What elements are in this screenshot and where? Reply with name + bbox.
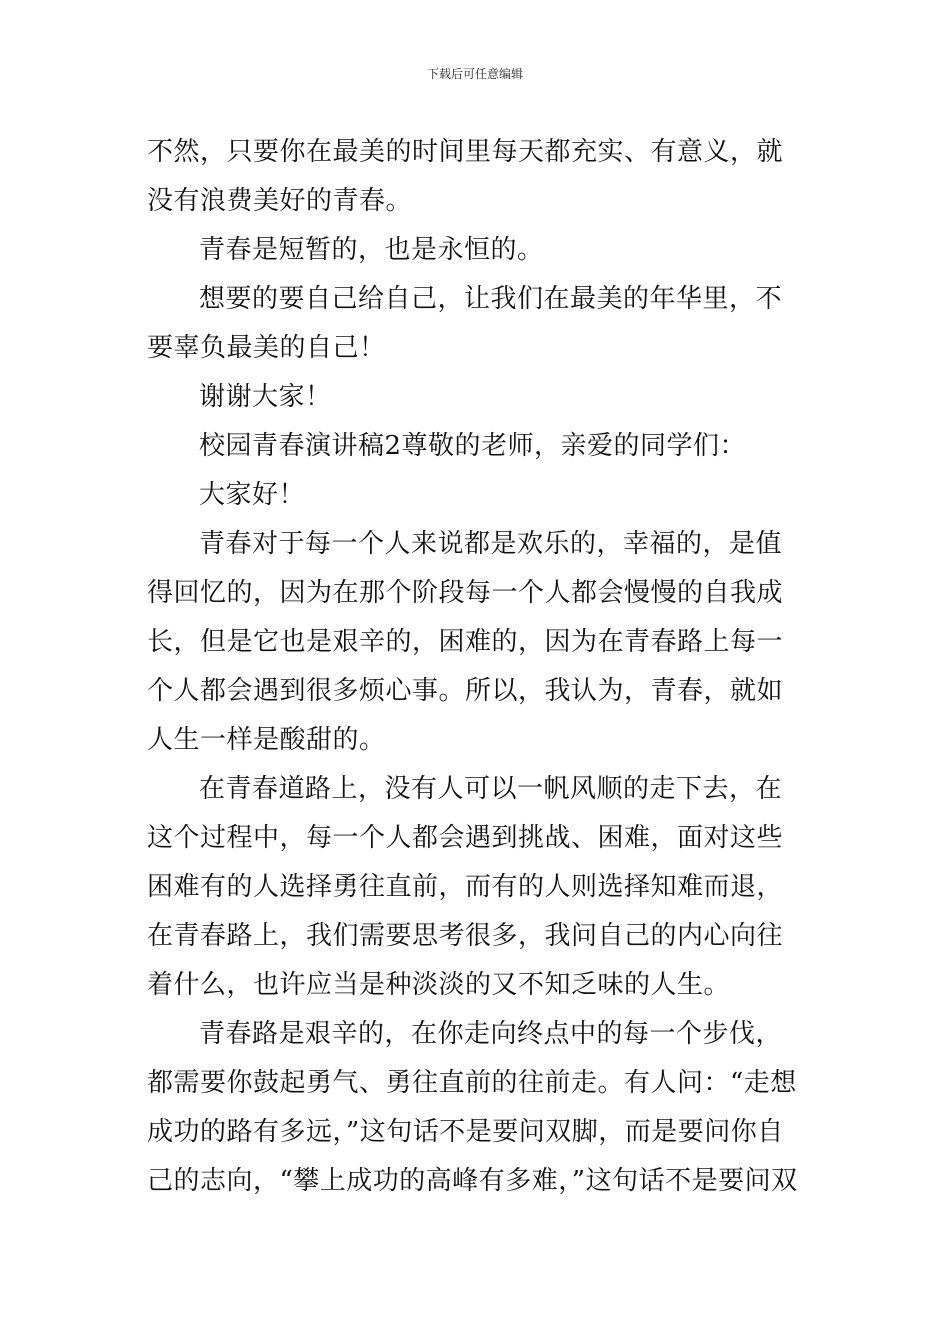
paragraph: 青春是短暂的，也是永恒的。 [199, 235, 544, 265]
paragraph: 校园青春演讲稿2尊敬的老师，亲爱的同学们： [199, 431, 747, 461]
page-header-note: 下载后可任意编辑 [426, 67, 523, 81]
paragraph: 大家好！ [199, 480, 306, 510]
paragraph: 想要的要自己给自己，让我们在最美的年华里，不要辜负最美的自己！ [147, 284, 783, 363]
paragraph: 在青春道路上，没有人可以一帆风顺的走下去，在这个过程中，每一个人都会遇到挑战、困难，面对这些困难有的人选择勇往直前，而有的人则选择知难而退，在青春路上，我们需要思考很多，我问自己的内心向往着什么，也许应当是种淡淡的又不知乏味的人生。 [147, 774, 784, 1000]
paragraph: 青春对于每一个人来说都是欢乐的，幸福的，是值得回忆的，因为在那个阶段每一个人都会慢慢的自我成长，但是它也是艰辛的，困难的，因为在青春路上每一个人都会遇到很多烦心事。所以，我认为，青春，就如人生一样是酸甜的。 [147, 529, 784, 755]
paragraph: 不然，只要你在最美的时间里每天都充实、有意义，就没有浪费美好的青春。 [147, 137, 784, 216]
document-body [147, 128, 807, 1206]
paragraph: 谢谢大家！ [199, 382, 332, 412]
paragraph: 青春路是艰辛的，在你走向终点中的每一个步伐，都需要你鼓起勇气、勇往直前的往前走。有人问：“走想成功的路有多远，”这句话不是要问双脚，而是要问你自己的志向，“攀上成功的高峰有多难，”这句话不是要问双 [147, 1019, 798, 1196]
